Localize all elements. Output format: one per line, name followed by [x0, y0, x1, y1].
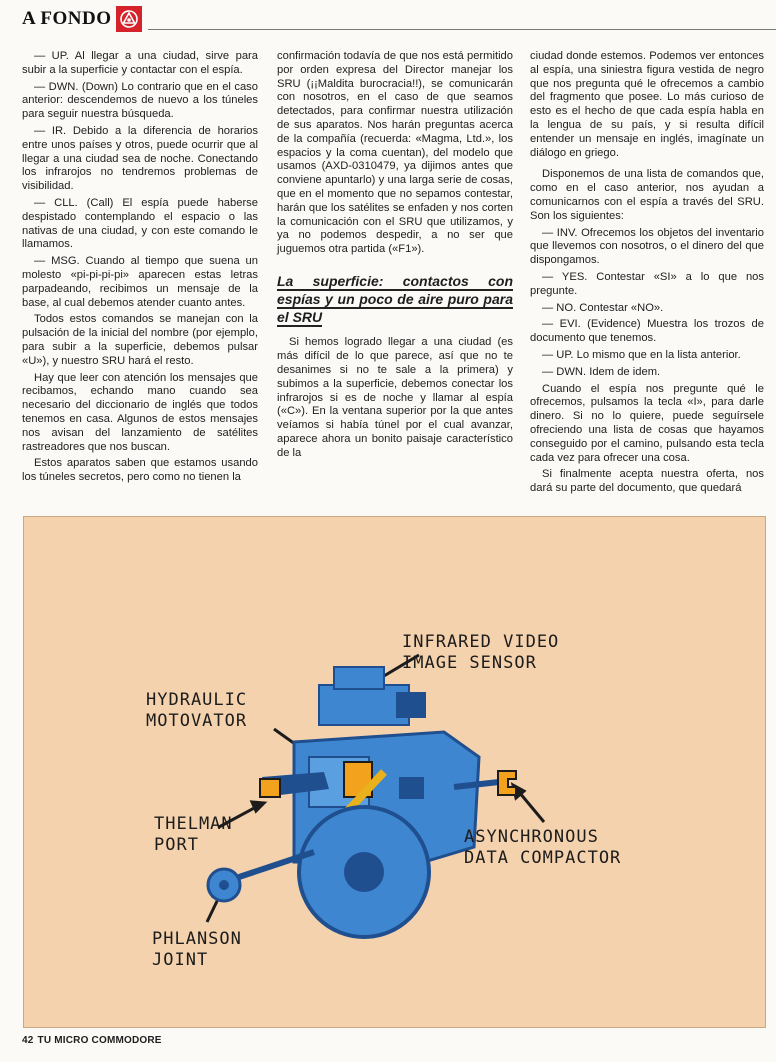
- paragraph: ciudad donde estemos. Podemos ver entonces al espía, una siniestra figura vestida de negro que nos pregunta qué le ofrecemos a cambio del fragmento que posee. Lo más curioso de esto es el hecho de que cada espía habla en la lengua de su país, y si resulta difícil entender un mensaje en inglés, imagínate un diálogo en griego.: [530, 50, 764, 159]
- subheading-block: [277, 273, 513, 326]
- paragraph: Cuando el espía nos pregunte qué le ofrecemos, pulsamos la tecla «I», para darle dinero. Si no lo quiere, puede seguírsele ofreciendo una lista de cosas que hayamos conseguido por el camino, pulsando esta tecla cada vez para ofrecer una cosa.: [530, 382, 764, 464]
- article-column-3: [530, 50, 764, 499]
- paragraph: — CLL. (Call) El espía puede haberse despistado contemplando el espacio o las nativas de una ciudad, y con este comando le llamamos.: [22, 196, 258, 251]
- paragraph: — DWN. (Down) Lo contrario que en el caso anterior: descendemos de nuevo a los túneles para seguir nuestra búsqueda.: [22, 80, 258, 121]
- paragraph: — UP. Al llegar a una ciudad, sirve para subir a la superficie y contactar con el espía.: [22, 50, 258, 76]
- commodore-logo-icon: [116, 6, 142, 32]
- label-hydraulic-motovator: HYDRAULIC MOTOVATOR: [146, 690, 248, 731]
- paragraph: Si finalmente acepta nuestra oferta, nos dará su parte del documento, que quedará: [530, 468, 764, 495]
- paragraph: Hay que leer con atención los mensajes que recibamos, echando mano cuando sea necesario del diccionario de inglés que todos tenemos en casa. Algunos de estos mensajes nos avisan del lanzamiento de satélites rastreadores que nos buscan.: [22, 371, 258, 453]
- paragraph: confirmación todavía de que nos está permitido por orden expresa del Director manejar los SRU (¡¡Maldita burocracia!!), se comunicarán con nosotros, en el caso de que seamos detectados, para confirmar nuestra utilización de sus aparatos. Nos harán preguntas acerca de la compañía (recuerda: «Magma, Ltd.», los espacios y la coma cuentan), del modelo que usamos (AXD-0310479, ya dijimos antes que conviene apuntarlo) y una larga serie de cosas, que en el momento que no sepamos contestar, harán que los satélites se enfaden y nos corten la comunicación con el SRU que utilizamos, y ya no podemos despedir, a no ser que juguemos otra partida («F1»).: [277, 50, 513, 256]
- robot-drawing: [24, 517, 765, 1027]
- label-thelman-port: THELMAN PORT: [154, 814, 233, 855]
- page-footer: [22, 1035, 162, 1046]
- paragraph: — YES. Contestar «SI» a lo que nos pregunte.: [530, 270, 764, 297]
- paragraph: — UP. Lo mismo que en la lista anterior.: [542, 348, 741, 361]
- article-column-1: [22, 50, 258, 488]
- paragraph: — EVI. (Evidence) Muestra los trozos de documento que tenemos.: [530, 318, 764, 345]
- paragraph: — NO. Contestar «NO».: [542, 301, 664, 314]
- paragraph: Estos aparatos saben que estamos usando los túneles secretos, pero como no tienen la: [22, 457, 258, 484]
- subheading: La superficie: contactos con espías y un poco de aire puro para el SRU: [277, 272, 513, 325]
- paragraph: Disponemos de una lista de comandos que, como en el caso anterior, nos ayudan a comunicarnos con el espía a través del SRU. Son los siguientes:: [530, 168, 764, 222]
- page-number: 42: [22, 1035, 34, 1046]
- article-column-2: [277, 50, 513, 464]
- paragraph: — INV. Ofrecemos los objetos del inventario que llevemos con nosotros, o el dinero del que dispongamos.: [530, 226, 764, 267]
- label-infrared-sensor: INFRARED VIDEO IMAGE SENSOR: [402, 632, 560, 673]
- header-rule: [148, 29, 776, 30]
- magazine-name: TU MICRO COMMODORE: [37, 1035, 162, 1046]
- sru-robot-illustration: [23, 516, 766, 1028]
- page-header: [22, 4, 142, 34]
- paragraph: Todos estos comandos se manejan con la pulsación de la inicial del nombre (por ejemplo, para subir a la superficie, debemos pulsar «U»), y nuestro SRU hará el resto.: [22, 313, 258, 367]
- paragraph: — MSG. Cuando al tiempo que suena un molesto «pi-pi-pi-pi» aparecen estas letras parpadeando, recibimos un mensaje de la base, al cual debemos atender cuanto antes.: [22, 255, 258, 309]
- paragraph: — IR. Debido a la diferencia de horarios entre unos países y otros, puede ocurrir que al llegar a una ciudad sea de noche. Conectando los infrarojos no tendremos problemas de visibilidad.: [22, 124, 258, 193]
- section-title: A FONDO: [22, 8, 112, 29]
- label-phlanson-joint: PHLANSON JOINT: [152, 929, 242, 970]
- paragraph: Si hemos logrado llegar a una ciudad (es más difícil de lo que parece, así que no te desanimes si no te sale a la primera) y subimos a la superficie, debemos conectar los infrarojos si es de noche y llamar al espía («C»). En la ventana superior por la que antes veíamos si había túnel por el cual avanzar, aparece ahora un bonito paisaje característico de la: [277, 336, 513, 459]
- paragraph: — DWN. Idem de idem.: [542, 365, 661, 378]
- label-data-compactor: ASYNCHRONOUS DATA COMPACTOR: [464, 827, 622, 868]
